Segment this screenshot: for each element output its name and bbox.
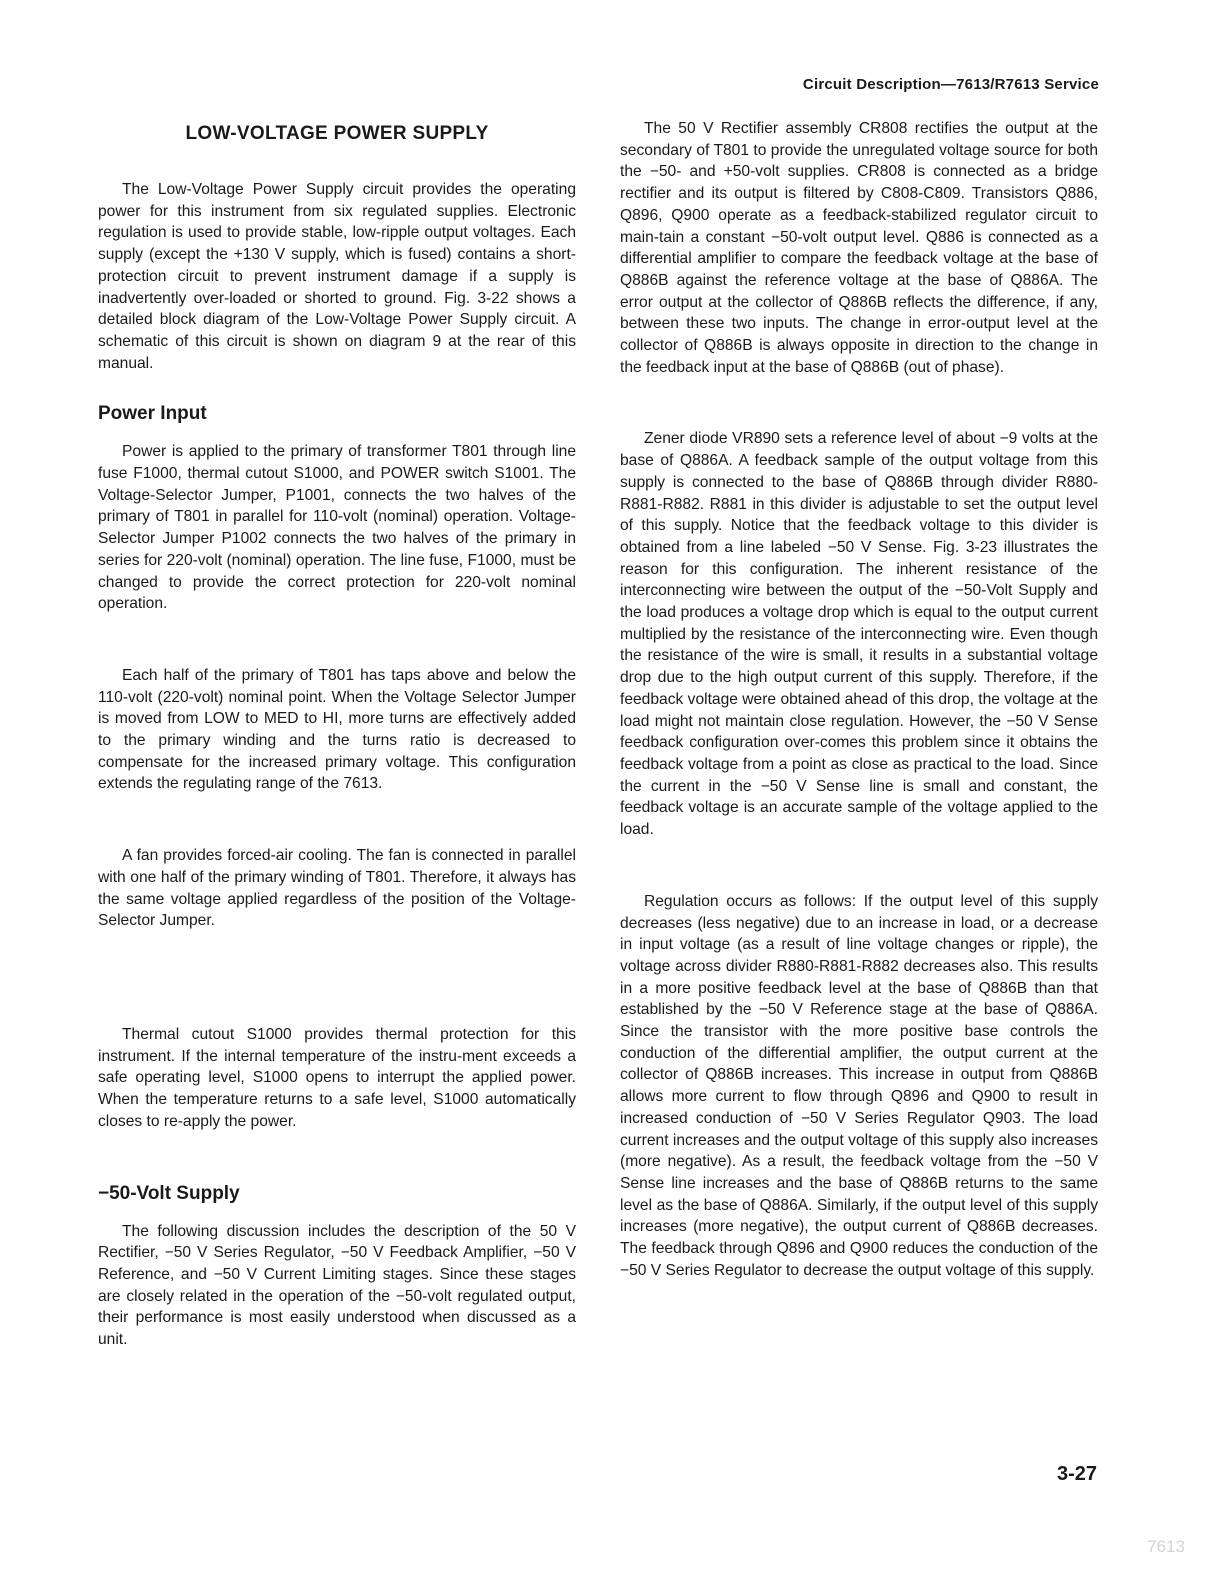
rectifier-paragraph: The 50 V Rectifier assembly CR808 rectifies the output at the secondary of T801 to provide the unregulated voltage source for both the −50- and +50-volt supplies. CR808 is connected as a bridge rectifier and its output is filtered by C808-C809. Transistors Q886, Q896, Q900 operate as a feedback-stabilized regulator circuit to main-tain a constant −50-volt output level. Q886 is connected as a differential amplifier to compare the feedback voltage at the base of Q886B against the reference voltage at the base of Q886A. The error output at the collector of Q886B reflects the difference, if any, between these two inputs. The change in error-output level at the collector of Q886B is always opposite in direction to the change in the feedback input at the base of Q886B (out of phase).: [620, 120, 1098, 376]
regulation-paragraph: Regulation occurs as follows: If the output level of this supply decreases (less negative) due to an increase in load, or a decrease in input voltage (as a result of line voltage changes or ripple), the voltage across divider R880-R881-R882 decreases also. This results in a more positive feedback level at the base of Q886B than that established by the −50 V Reference stage at the base of Q886A. Since the transistor with the more positive base controls the conduction of the differential amplifier, the output current at the collector of Q886B increases. This increase in output from Q886B allows more current to flow through Q896 and Q900 to result in increased conduction of −50 V Series Regulator Q903. The load current increases and the output voltage of this supply also increases (more negative). As a result, the feedback voltage from the −50 V Sense line increases and the base of Q886B returns to the same level as the base of Q886A. Similarly, if the output level of this supply increases (more negative), the output current of Q886B decreases. The feedback through Q896 and Q900 reduces the conduction of the −50 V Series Regulator to decrease the output voltage of this supply.: [620, 892, 1098, 1279]
left-column: [98, 118, 576, 1351]
power-input-paragraph-3: A fan provides forced-air cooling. The fan is connected in parallel with one half of the primary winding of T801. Therefore, it always has the same voltage applied regardless of the position of the Voltage-Selector Jumper.: [98, 847, 576, 930]
intro-paragraph: The Low-Voltage Power Supply circuit provides the operating power for this instrument from six regulated supplies. Electronic regulation is used to provide stable, low-ripple output voltages. Each supply (except the +130 V supply, which is fused) contains a short-protection circuit to prevent instrument damage if a supply is inadvertently over-loaded or shorted to ground. Fig. 3-22 shows a detailed block diagram of the Low-Voltage Power Supply circuit. A schematic of this circuit is shown on diagram 9 at the rear of this manual.: [98, 181, 576, 372]
right-column: [620, 118, 1098, 1281]
footer-watermark: 7613: [1147, 1537, 1185, 1556]
power-input-paragraph-2: Each half of the primary of T801 has taps above and below the 110-volt (220-volt) nominal point. When the Voltage Selector Jumper is moved from LOW to MED to HI, more turns are effectively added to the primary winding and the turns ratio is decreased to compensate for the increased primary voltage. This configuration extends the regulating range of the 7613.: [98, 666, 576, 793]
minus-50-volt-heading: −50-Volt Supply: [98, 1182, 240, 1204]
power-input-paragraph-1: Power is applied to the primary of transformer T801 through line fuse F1000, thermal cutout S1000, and POWER switch S1001. The Voltage-Selector Jumper, P1001, connects the two halves of the primary of T801 in parallel for 110-volt (nominal) operation. Voltage-Selector Jumper P1002 connects the two halves of the primary in series for 220-volt (nominal) operation. The line fuse, F1000, must be changed to provide the correct protection for 220-volt nominal operation.: [98, 443, 576, 613]
page-number: 3-27: [1056, 1463, 1097, 1485]
zener-reference-paragraph: Zener diode VR890 sets a reference level of about −9 volts at the base of Q886A. A feedback sample of the output voltage from this supply is connected to the base of Q886B through divider R880-R881-R882. R881 in this divider is adjustable to set the output level of this supply. Notice that the feedback voltage to this divider is obtained from a line labeled −50 V Sense. Fig. 3-23 illustrates the reason for this configuration. The inherent resistance of the interconnecting wire between the output of the −50-Volt Supply and the load produces a voltage drop which is equal to the output current multiplied by the resistance of the interconnecting wire. Even though the resistance of the wire is small, it results in a substantial voltage drop due to the high output current of this supply. Therefore, if the feedback voltage were obtained ahead of this drop, the voltage at the load might not maintain close regulation. However, the −50 V Sense feedback configuration over-comes this problem since it obtains the feedback voltage from a point as close as practical to the load. Since the current in the −50 V Sense line is small and constant, the feedback voltage is an accurate sample of the voltage applied to the load.: [620, 430, 1098, 839]
section-title: LOW-VOLTAGE POWER SUPPLY: [185, 123, 489, 144]
power-input-paragraph-4: Thermal cutout S1000 provides thermal protection for this instrument. If the internal temperature of the instru-ment exceeds a safe operating level, S1000 opens to interrupt the applied power. When the temperature returns to a safe level, S1000 automatically closes to re-apply the power.: [98, 1025, 576, 1130]
minus-50-volt-paragraph: The following discussion includes the description of the 50 V Rectifier, −50 V Series Regulator, −50 V Feedback Amplifier, −50 V Reference, and −50 V Current Limiting stages. Since these stages are closely related in the operation of the −50-volt regulated output, their performance is most easily understood when discussed as a unit.: [98, 1222, 576, 1349]
power-input-heading: Power Input: [98, 403, 207, 425]
running-header: Circuit Description—7613/R7613 Service: [802, 76, 1099, 93]
